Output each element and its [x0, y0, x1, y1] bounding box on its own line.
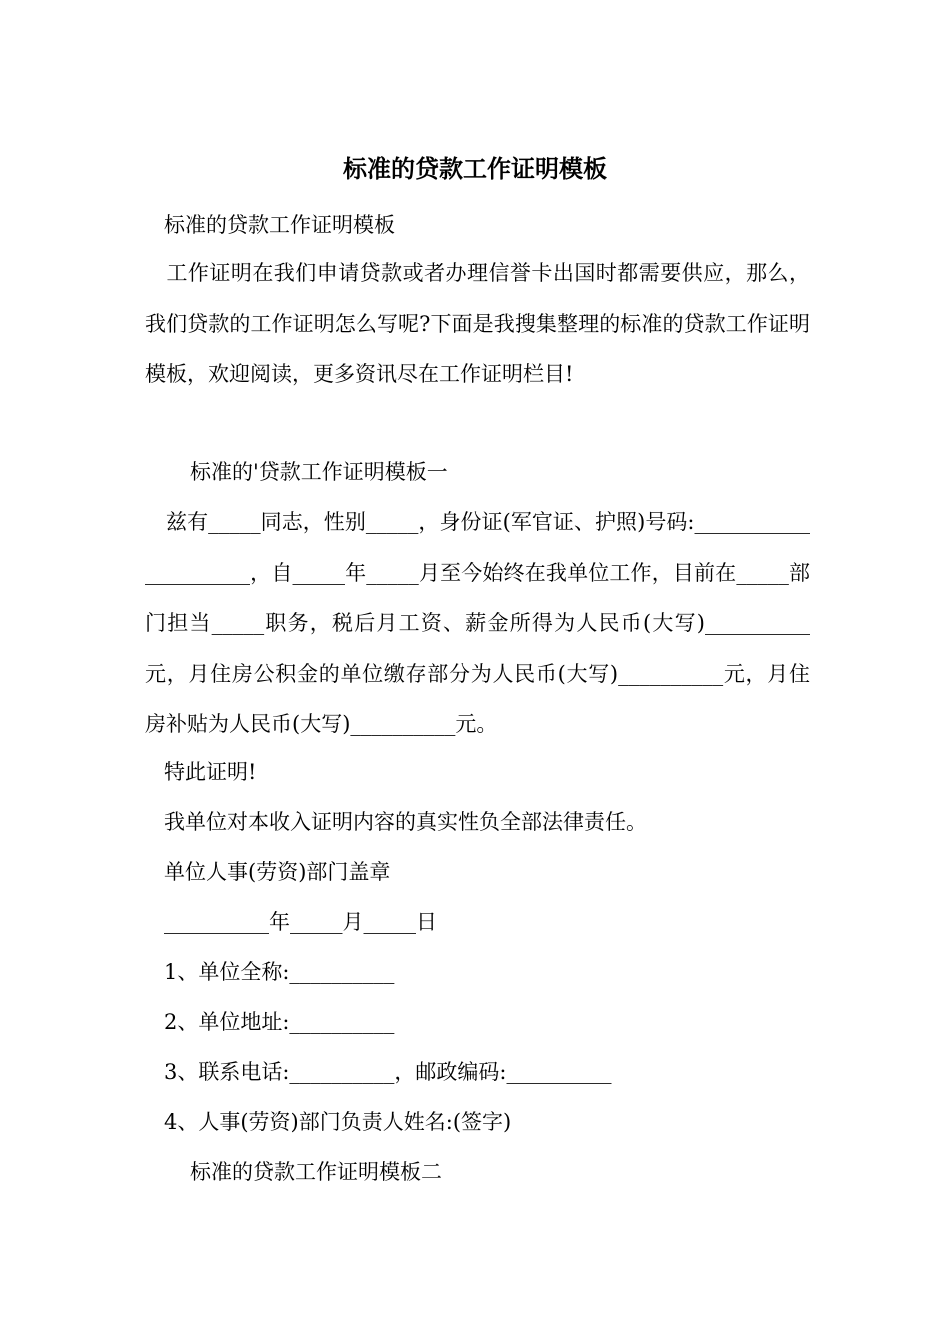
- seal-text: 单位人事(劳资)部门盖章: [164, 860, 391, 884]
- template1-body: 兹有_____同志，性别_____，身份证(军官证、护照)号码:_____________________，自_____年_____月至今始终在我单位工作，目前在_____部门担当_____职务，税后月工资、薪金所得为人民币(大写)__________元，月住房公积金的单位缴存部分为人民币(大写)__________元，月住房补贴为人民币(大写)__________元。: [145, 510, 810, 736]
- field-company-address: 2、单位地址:__________: [164, 1010, 395, 1034]
- document-subtitle: 标准的贷款工作证明模板: [164, 213, 395, 237]
- responsibility-text: 我单位对本收入证明内容的真实性负全部法律责任。: [164, 810, 647, 834]
- field-hr-contact: 4、人事(劳资)部门负责人姓名:(签字): [164, 1110, 512, 1134]
- field-company-name: 1、单位全称:__________: [164, 960, 395, 984]
- date-line: __________年_____月_____日: [164, 910, 437, 934]
- field-contact-phone: 3、联系电话:__________，邮政编码:__________: [164, 1060, 612, 1084]
- intro-paragraph: 工作证明在我们申请贷款或者办理信誉卡出国时都需要供应，那么，我们贷款的工作证明怎么写呢?下面是我搜集整理的标准的贷款工作证明模板，欢迎阅读，更多资讯尽在工作证明栏目!: [145, 261, 810, 386]
- certify-text: 特此证明!: [164, 760, 257, 784]
- template1-heading: 标准的'贷款工作证明模板一: [190, 460, 448, 484]
- document-title: 标准的贷款工作证明模板: [343, 154, 607, 183]
- template2-heading: 标准的贷款工作证明模板二: [190, 1160, 442, 1184]
